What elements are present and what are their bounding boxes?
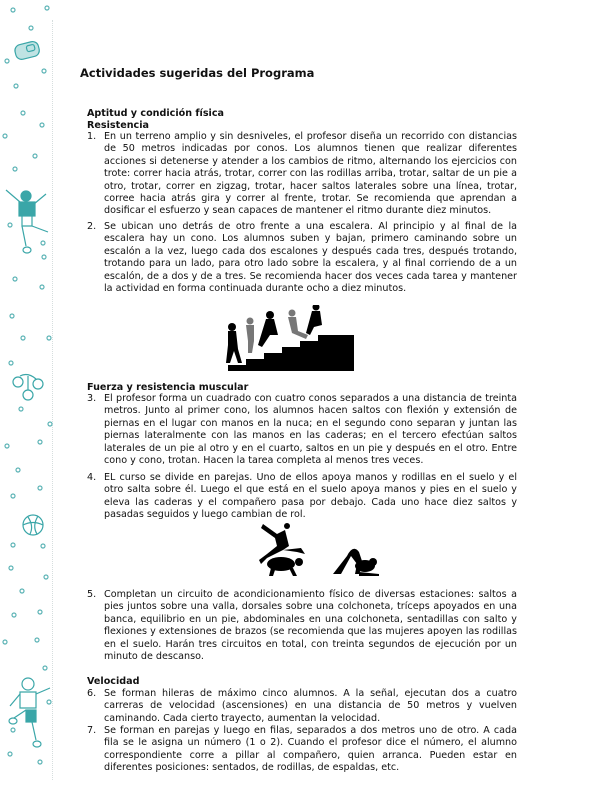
decorative-sidebar xyxy=(0,0,56,800)
list-item xyxy=(87,393,517,467)
subsection-heading-velocidad: Velocidad xyxy=(87,676,140,687)
item-number: 3. xyxy=(87,393,97,404)
item-text: En un terreno amplio y sin desniveles, el profesor diseña un recorrido con distancias de 50 metros indicadas por conos. Los alumnos tienen que realizar diferentes acciones si detenerse y atender a los cambios de ritmo, alternando los ejercicios con trote: correr hacia atrás, trotar, correr con las rodillas arriba, trotar, saltar de un pie a otro, trotar, correr en zigzag, trotar, hacer saltos laterales sobre una línea, trotar, corree hacia atrás gira y correr al frente, trotar. Se recomienda que aprendan a dosificar el esfuerzo y sean capaces de mantener el ritmo durante diez minutos. xyxy=(104,131,517,217)
running-child-icon xyxy=(4,672,54,752)
cherries-icon xyxy=(10,370,46,402)
list-item xyxy=(87,688,517,725)
item-text: EL curso se divide en parejas. Uno de ellos apoya manos y rodillas en el suelo y el otro salta sobre él. Luego el que está en el suelo apoya manos y pies en el suelo y eleva las caderas y el compañero pasa por debajo. Cada uno hace diez saltos y pasadas seguidos y luego cambian de rol. xyxy=(104,472,517,521)
item-text: Se forman hileras de máximo cinco alumnos. A la señal, ejecutan dos a cuatro carreras de velocidad (ascensiones) en una distancia de 50 metros y vuelven caminando. Cada cierto trayecto, aumentan la velocidad. xyxy=(104,688,517,724)
list-item xyxy=(87,589,517,663)
item-number: 4. xyxy=(87,472,97,483)
item-number: 2. xyxy=(87,221,97,232)
backpack-icon xyxy=(12,38,42,62)
section-heading: Aptitud y condición física xyxy=(87,108,225,119)
jumping-child-icon xyxy=(2,180,54,255)
item-text: Se ubican uno detrás de otro frente a una escalera. Al principio y al final de la escalera hay un cono. Los alumnos suben y bajan, primero caminando sobre un escalón a la vez, luego cada dos escalones y después cada tres, después trotando, trotando para un lado, para otro lado sobre la escalera, y al final corriendo de a un escalón, de a dos y de a tres. Se recomienda hacer dos veces cada tarea y mantener la actividad en forma continuada durante ocho a diez minutos. xyxy=(104,221,517,295)
list-item xyxy=(87,725,517,775)
page-title: Actividades sugeridas del Programa xyxy=(80,66,315,80)
list-item xyxy=(87,221,517,295)
item-text: Se forman en parejas y luego en filas, separados a dos metros uno de otro. A cada fila se le asigna un número (1 o 2). Cuando el profesor dice el número, el alumno correspondiente corre a pillar al compañero, quien arranca. Pueden estar en diferentes posiciones: sentados, de rodillas, de espaldas, etc. xyxy=(104,725,517,774)
list-item xyxy=(87,131,517,218)
ball-icon xyxy=(20,512,46,538)
subsection-heading-resistencia: Resistencia xyxy=(87,120,149,131)
item-number: 5. xyxy=(87,589,97,600)
item-number: 6. xyxy=(87,688,97,699)
item-text: El profesor forma un cuadrado con cuatro conos separados a una distancia de treinta metros. Junto al primer cono, los alumnos hacen saltos con flexión y extensión de piernas en el lugar con manos en la nuca; en el segundo cono separan y juntan las piernas lateralmente con las manos en las caderas; en el tercero efectúan saltos laterales de un pie al otro y en el cuarto, saltos en un pie y después en el otro. Entre cono y cono, trotan. Hacen la tarea completa al menos tres veces. xyxy=(104,393,517,467)
leapfrog-partners-illustration xyxy=(255,520,385,578)
subsection-heading-fuerza: Fuerza y resistencia muscular xyxy=(87,382,249,393)
item-number: 7. xyxy=(87,725,97,736)
item-text: Completan un circuito de acondicionamiento físico de diversas estaciones: saltos a pies juntos sobre una valla, dorsales sobre una colchoneta, tríceps apoyados en una banca, equilibrio en un pie, abdominales en una colchoneta, sentadillas con salto y flexiones y extensiones de brazos (se recomienda que las mujeres apoyen las rodillas en el suelo. Harán tres circuitos en total, con treinta segundos de ejecución por un minuto de descanso. xyxy=(104,589,517,663)
item-number: 1. xyxy=(87,131,97,142)
children-running-up-stairs-illustration xyxy=(218,305,358,373)
list-item xyxy=(87,472,517,522)
